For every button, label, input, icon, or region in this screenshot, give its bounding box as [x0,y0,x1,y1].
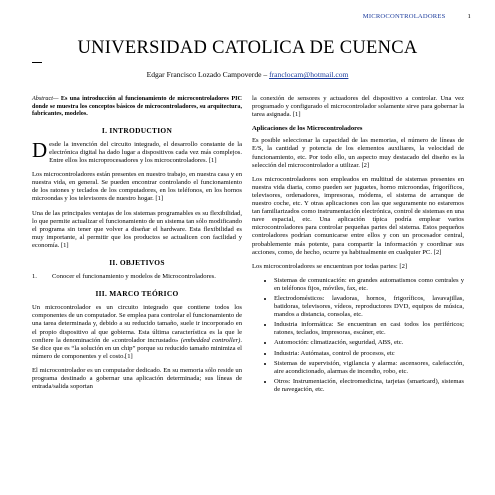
list-item: • Electrodomésticos: lavadoras, hornos, frigoríficos, lavavajillas, batidoras, televisores, vídeos, reproductores DVD, equipos de música, mandos a distancia, consolas, etc. [274,295,464,319]
intro-heading: I. INTRODUCTION [101,125,173,135]
marco-paragraph-1-em: (embedded controller) [180,336,241,344]
intro-paragraph-1-text: esde la invención del circuito integrado, el desarrollo constante de la electrónica digital ha dado lugar a dispositivos cada vez más complejos. Entre ellos los microprocesadores y los microcontroladores. [1] [49,140,242,165]
list-item: • Automoción: climatización, seguridad, ABS, etc. [274,339,464,347]
page-number: 1 [467,13,471,20]
right-column [252,95,464,396]
objective-number: 1. [32,273,37,281]
author-line [0,70,495,79]
list-item: • Sistemas de supervisión, vigilancia y alarma: ascensores, calefacción, aire acondicionado, alarmas de incendio, robo, etc. [274,360,464,376]
marco-paragraph-2: El microcontrolador es un computador dedicado. En su memoria sólo reside un programa destinado a gobernar una aplicación determinada; sus líneas de entrada/salida soportan [32,366,242,391]
author-name: Edgar Francisco Lozado Campoverde – [146,70,268,79]
running-header [363,13,471,20]
objectives-heading: II. OBJETIVOS [109,258,165,267]
intro-paragraph-1 [32,137,242,165]
objective-text: Conocer el funcionamiento y modelos de Microcontroladores. [52,273,216,281]
abstract-text: Es una introducción al funcionamiento de microcontroladores PIC donde se muestra los conceptos básicos de microcontroladores, su arquitectura, fabricantes, modelos. [32,95,242,118]
marco-paragraph-1-b: . Se dice que es “la solución en un chip” porque su reducido tamaño minimiza el número de componentes y el costo.[1] [32,336,242,360]
right-paragraph-3: Los microcontroladores son empleados en multitud de sistemas presentes en nuestra vida diaria, como pueden ser juguetes, horno microondas, frigoríficos, televisores, ordenadores, impresoras, módems, el sistema de arranque de nuestro coche, etc. Y otras aplicaciones con las que seguramente no estaremos tan familiarizados como instrumentación electrónica, control de sistemas en una nave espacial, etc. Una aplicación típica podría emplear varios microcontroladores para controlar pequeñas partes del sistema. Estos pequeños controladores podrían comunicarse entre ellos y con un procesador central, probablemente más potente, para compartir la información y coordinar sus acciones, como, de hecho, ocurre ya habitualmente en cualquier PC. [2] [252,175,464,256]
right-paragraph-2: Es posible seleccionar la capacidad de las memorias, el número de líneas de E/S, la cantidad y potencia de los elementos auxiliares, la velocidad de funcionamiento, etc. Por todo ello, un aspecto muy destacado del diseño es la selección del microcontrolador a utilizar. [2] [252,137,464,169]
marco-paragraph-1-a: Un microcontrolador es un circuito integrado que contiene todos los componentes de un computador. Se emplea para controlar el funcionamiento de una tarea determinada y, debido a su reducido tamaño, suele ir incorporado en el propio dispositivo al que gobierna. Esta última característica es la que le confiere la denominación de «controlador incrustado» [32,304,243,344]
right-paragraph-1: la conexión de sensores y actuadores del dispositivo a controlar. Una vez programado y configurado el microcontrolador solamente sirve para gobernar la tarea asignada. [1] [252,95,464,119]
title-dash [32,62,42,63]
list-item: • Otros: Instrumentación, electromedicina, tarjetas (smartcard), sistemas de navegación, etc. [274,378,464,394]
paper-title: UNIVERSIDAD CATOLICA DE CUENCA [77,38,418,58]
author-email-link[interactable]: franclocam@hotmail.com [269,70,349,79]
list-item: • Sistemas de comunicación: en grandes automatismos como centrales y en teléfonos fijos, móviles, fax, etc. [274,277,464,293]
running-title: MICROCONTROLADORES [362,13,446,20]
list-item: • Industria: Autómatas, control de procesos, etc [274,350,464,358]
drop-cap: D [32,137,48,162]
marco-paragraph-1 [32,304,242,361]
abstract-label: Abstract— [32,95,59,102]
applications-list [252,277,464,394]
intro-paragraph-3: Una de las principales ventajas de los sistemas programables es su flexibilidad, lo que permite actualizar el funcionamiento de un sistema tan sólo modificando el programa sin tener que volver a diseñar el hardware. Esta flexibilidad es muy importante, al permitir que los productos se actualicen con facilidad y economía. [1] [32,209,242,249]
left-column [32,95,242,397]
intro-paragraph-2: Los microcontroladores están presentes en nuestro trabajo, en nuestra casa y en nuestra vida, en general. Se pueden encontrar controlando el funcionamiento de los ratones y teclados de los computadores, en los teléfonos, en los hornos microondas y los televisores de nuestro hogar. [1] [32,171,242,203]
list-item: • Industria informática: Se encuentran en casi todos los periféricos; ratones, teclados, impresoras, escáner, etc. [274,321,464,337]
marco-heading: III. MARCO TEÓRICO [95,289,179,299]
objective-item [32,273,242,281]
applications-heading: Aplicaciones de los Microcontroladores [252,125,363,133]
right-paragraph-4: Los microcontroladores se encuentran por todas partes: [2] [252,262,408,270]
abstract [32,95,242,118]
